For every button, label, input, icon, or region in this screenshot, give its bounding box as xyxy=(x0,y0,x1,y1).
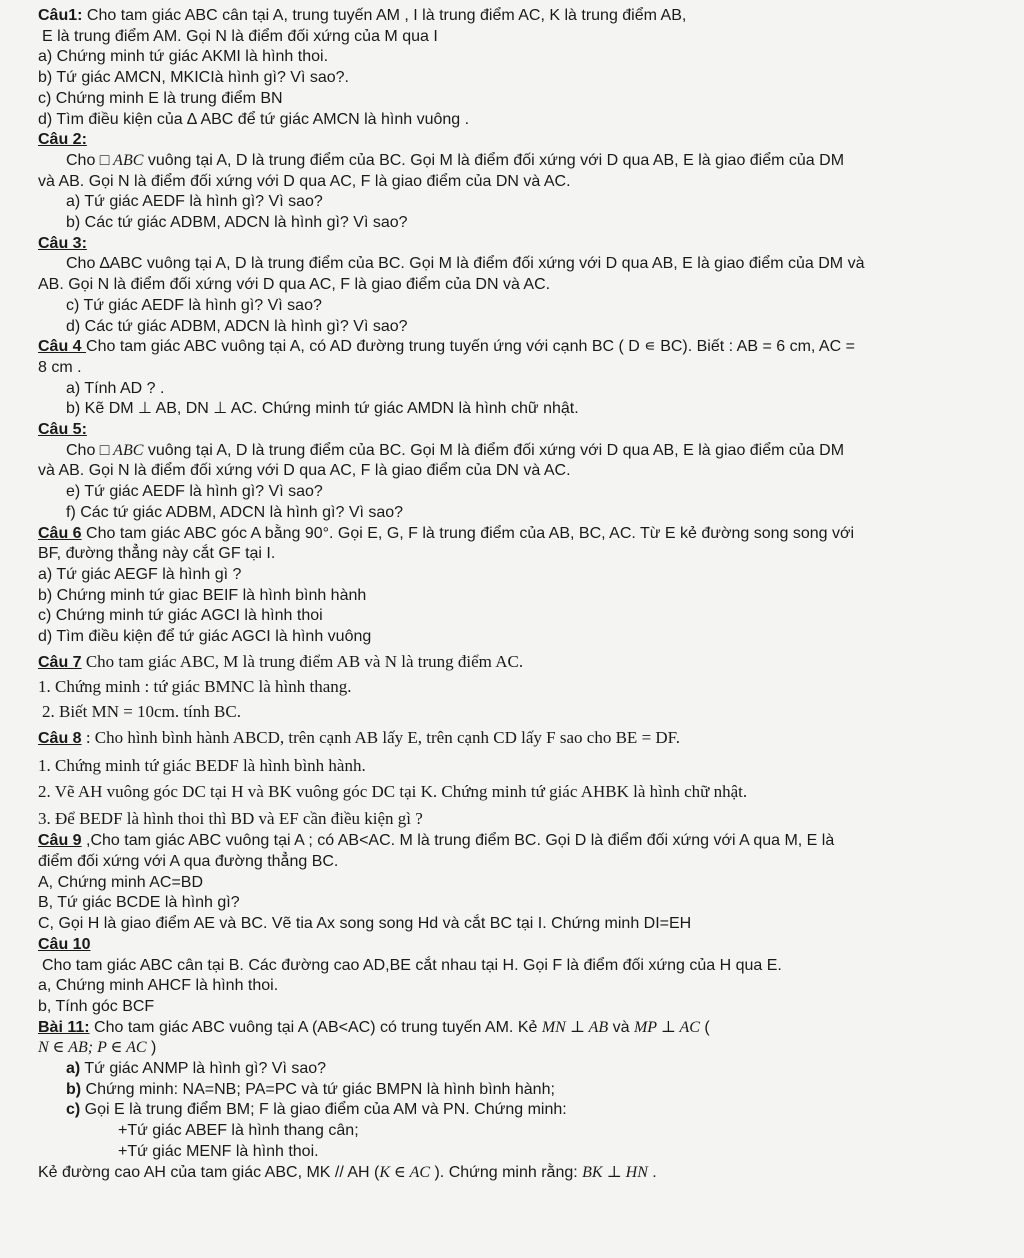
q9-part-c: C, Gọi H là giao điểm AE và BC. Vẽ tia Ax song song Hd và cắt BC tại I. Chứng minh DI=EH xyxy=(38,915,692,933)
b11-part-a xyxy=(38,1059,988,1080)
q5-line-1-prefix: Cho xyxy=(66,441,100,459)
q2-part-b: b) Các tứ giác ADBM, ADCN là hình gì? Vì sao? xyxy=(66,214,408,232)
b11-part-a-text: Tứ giác ANMP là hình gì? Vì sao? xyxy=(80,1060,327,1078)
q9-line-1 xyxy=(38,831,988,852)
q7-line-1-text: Cho tam giác ABC, M là trung điểm AB và N là trung điểm AC. xyxy=(81,651,524,671)
b11-title: Bài 11: xyxy=(38,1018,90,1036)
q10-part-a: a, Chứng minh AHCF là hình thoi. xyxy=(38,977,279,995)
q3-line-2: AB. Gọi N là điểm đối xứng với D qua AC, F là giao điểm của DN và AC. xyxy=(38,276,551,294)
b11-math-n-p: N ∈ AB; P ∈ AC xyxy=(38,1039,147,1057)
q7-title: Câu 7 xyxy=(38,653,82,671)
q1-intro-text-1: Cho tam giác ABC cân tại A, trung tuyến AM , I là trung điểm AC, K là trung điểm AB, xyxy=(82,7,687,24)
q6-line-2: BF, đường thẳng này cắt GF tại I. xyxy=(38,545,276,563)
q2-line-1-prefix: Cho xyxy=(66,151,100,169)
q1-part-c: c) Chứng minh E là trung điểm BN xyxy=(38,89,283,107)
q9-part-a: A, Chứng minh AC=BD xyxy=(38,873,204,891)
q2-part-a: a) Tứ giác AEDF là hình gì? Vì sao? xyxy=(66,193,323,211)
b11-line-1-text: Cho tam giác ABC vuông tại A (AB<AC) có trung tuyến AM. Kẻ xyxy=(89,1018,542,1036)
q7-line-1 xyxy=(38,650,988,676)
b11-part-c-1: +Tứ giác ABEF là hình thang cân; xyxy=(118,1122,359,1140)
b11-line-1-paren: ( xyxy=(699,1018,710,1036)
q8-title: Câu 8 xyxy=(38,730,82,748)
b11-math-mn-perp-ab: MN ⊥ AB xyxy=(541,1018,609,1036)
b11-last-end: . xyxy=(647,1163,657,1181)
q8-item-1: 1. Chứng minh tứ giác BEDF là hình bình hành. xyxy=(38,755,366,775)
q9-title: Câu 9 xyxy=(38,832,82,850)
q1-part-b: b) Tứ giác AMCN, MKICIà hình gì? Vì sao?. xyxy=(38,69,349,87)
b11-part-a-label: a) xyxy=(66,1060,81,1078)
b11-math-mp-perp-ac: MP ⊥ AC xyxy=(633,1018,700,1036)
b11-part-c-label: c) xyxy=(66,1101,81,1119)
b11-part-c-2: +Tứ giác MENF là hình thoi. xyxy=(118,1142,319,1160)
q10-part-b: b, Tính góc BCF xyxy=(38,997,155,1015)
b11-part-b-text: Chứng minh: NA=NB; PA=PC và tứ giác BMPN là hình bình hành; xyxy=(81,1080,555,1098)
q3-title: Câu 3: xyxy=(38,234,87,252)
q6-part-b: b) Chứng minh tứ giac BEIF là hình bình hành xyxy=(38,586,367,604)
b11-last-text: Kẻ đường cao AH của tam giác ABC, MK // AH ( xyxy=(38,1163,380,1181)
b11-math-k-in-ac: K ∈ AC xyxy=(379,1163,431,1181)
q10-line-1: Cho tam giác ABC cân tại B. Các đường cao AD,BE cắt nhau tại H. Gọi F là điểm đối xứng của H qua E. xyxy=(42,956,782,974)
q3-part-d: d) Các tứ giác ADBM, ADCN là hình gì? Vì sao? xyxy=(66,317,408,335)
b11-part-b xyxy=(38,1080,988,1101)
q5-part-f: f) Các tứ giác ADBM, ADCN là hình gì? Vì sao? xyxy=(66,503,404,521)
q5-line-2: và AB. Gọi N là điểm đối xứng với D qua AC, F là giao điểm của DN và AC. xyxy=(38,462,571,480)
q5-math-abc: □ ABC xyxy=(99,441,144,459)
q9-part-b: B, Tứ giác BCDE là hình gì? xyxy=(38,894,240,912)
q8-item-2: 2. Vẽ AH vuông góc DC tại H và BK vuông góc DC tại K. Chứng minh tứ giác AHBK là hình chữ nhật. xyxy=(38,782,748,802)
q4-part-b: b) Kẽ DM ⊥ AB, DN ⊥ AC. Chứng minh tứ giác AMDN là hình chữ nhật. xyxy=(66,400,579,418)
q5-line-1 xyxy=(38,441,988,462)
q1-part-d: d) Tìm điều kiện của ∆ ABC để tứ giác AMCN là hình vuông . xyxy=(38,110,470,128)
q3-line-1: Cho ∆ABC vuông tại A, D là trung điểm của BC. Gọi M là điểm đối xứng với D qua AB, E là giao điểm của DM và xyxy=(66,255,865,273)
q1-intro-line-1 xyxy=(38,6,988,27)
b11-part-c-text: Gọi E là trung điểm BM; F là giao điểm của AM và PN. Chứng minh: xyxy=(80,1101,567,1119)
q2-math-abc: □ ABC xyxy=(99,151,144,169)
q1-title: Câu1: xyxy=(38,7,83,24)
b11-line-1 xyxy=(38,1018,988,1039)
q5-line-1-text: vuông tại A, D là trung điểm của BC. Gọi M là điểm đối xứng với D qua AB, E là giao điểm của DM xyxy=(143,441,845,459)
q6-part-d: d) Tìm điều kiện để tứ giác AGCI là hình vuông xyxy=(38,628,372,646)
q7-item-2: 2. Biết MN = 10cm. tính BC. xyxy=(42,701,241,721)
q5-part-e: e) Tứ giác AEDF là hình gì? Vì sao? xyxy=(66,483,323,501)
q1-part-a: a) Chứng minh tứ giác AKMI là hình thoi. xyxy=(38,48,329,66)
q8-line-1 xyxy=(38,726,988,752)
b11-part-b-label: b) xyxy=(66,1080,82,1098)
b11-math-bk-perp-hn: BK ⊥ HN xyxy=(582,1163,648,1181)
q9-line-1-text: ,Cho tam giác ABC vuông tại A ; có AB<AC. M là trung điểm BC. Gọi D là điểm đối xứng với A qua M, E là xyxy=(81,832,835,850)
q3-part-c: c) Tứ giác AEDF là hình gì? Vì sao? xyxy=(66,296,322,314)
q4-line-1-text: Cho tam giác ABC vuông tại A, có AD đường trung tuyến ứng với cạnh BC ( D ∊ BC). Biết : AB = 6 cm, AC = xyxy=(86,338,855,356)
q4-part-a: a) Tính AD ? . xyxy=(66,379,165,397)
q9-line-2: điểm đối xứng với A qua đường thẳng BC. xyxy=(38,853,339,870)
q4-title: Câu 4 xyxy=(38,338,87,356)
q2-line-1 xyxy=(38,151,988,172)
b11-part-c xyxy=(38,1100,988,1121)
q10-title: Câu 10 xyxy=(38,935,91,953)
b11-line-1-and: và xyxy=(608,1018,634,1036)
q6-line-1-text: Cho tam giác ABC góc A bằng 90°. Gọi E, G, F là trung điểm của AB, BC, AC. Từ E kẻ đường song song với xyxy=(81,524,855,542)
b11-last-mid: ). Chứng minh rằng: xyxy=(430,1163,583,1181)
q1-intro-line-2: E là trung điểm AM. Gọi N là điểm đối xứng của M qua I xyxy=(42,27,438,45)
b11-line-2-paren: ) xyxy=(146,1039,157,1057)
q8-item-3: 3. Để BEDF là hình thoi thì BD và EF cần điều kiện gì ? xyxy=(38,808,423,828)
q6-line-1 xyxy=(38,524,988,545)
b11-last-line xyxy=(38,1163,988,1184)
q6-part-a: a) Tứ giác AEGF là hình gì ? xyxy=(38,565,242,583)
q7-item-1: 1. Chứng minh : tứ giác BMNC là hình thang. xyxy=(38,677,352,697)
q2-line-2: và AB. Gọi N là điểm đối xứng với D qua AC, F là giao điểm của DN và AC. xyxy=(38,172,571,190)
b11-line-2 xyxy=(38,1038,988,1059)
q6-part-c: c) Chứng minh tứ giác AGCI là hình thoi xyxy=(38,607,323,625)
q5-title: Câu 5: xyxy=(38,421,87,439)
q8-line-1-text: : Cho hình bình hành ABCD, trên cạnh AB lấy E, trên cạnh CD lấy F sao cho BE = DF. xyxy=(81,728,681,748)
q4-line-1 xyxy=(38,337,988,358)
q6-title: Câu 6 xyxy=(38,524,82,542)
q4-line-2: 8 cm . xyxy=(38,358,82,376)
q2-title: Câu 2: xyxy=(38,131,87,149)
q2-line-1-text: vuông tại A, D là trung điểm của BC. Gọi M là điểm đối xứng với D qua AB, E là giao điểm của DM xyxy=(143,151,845,169)
